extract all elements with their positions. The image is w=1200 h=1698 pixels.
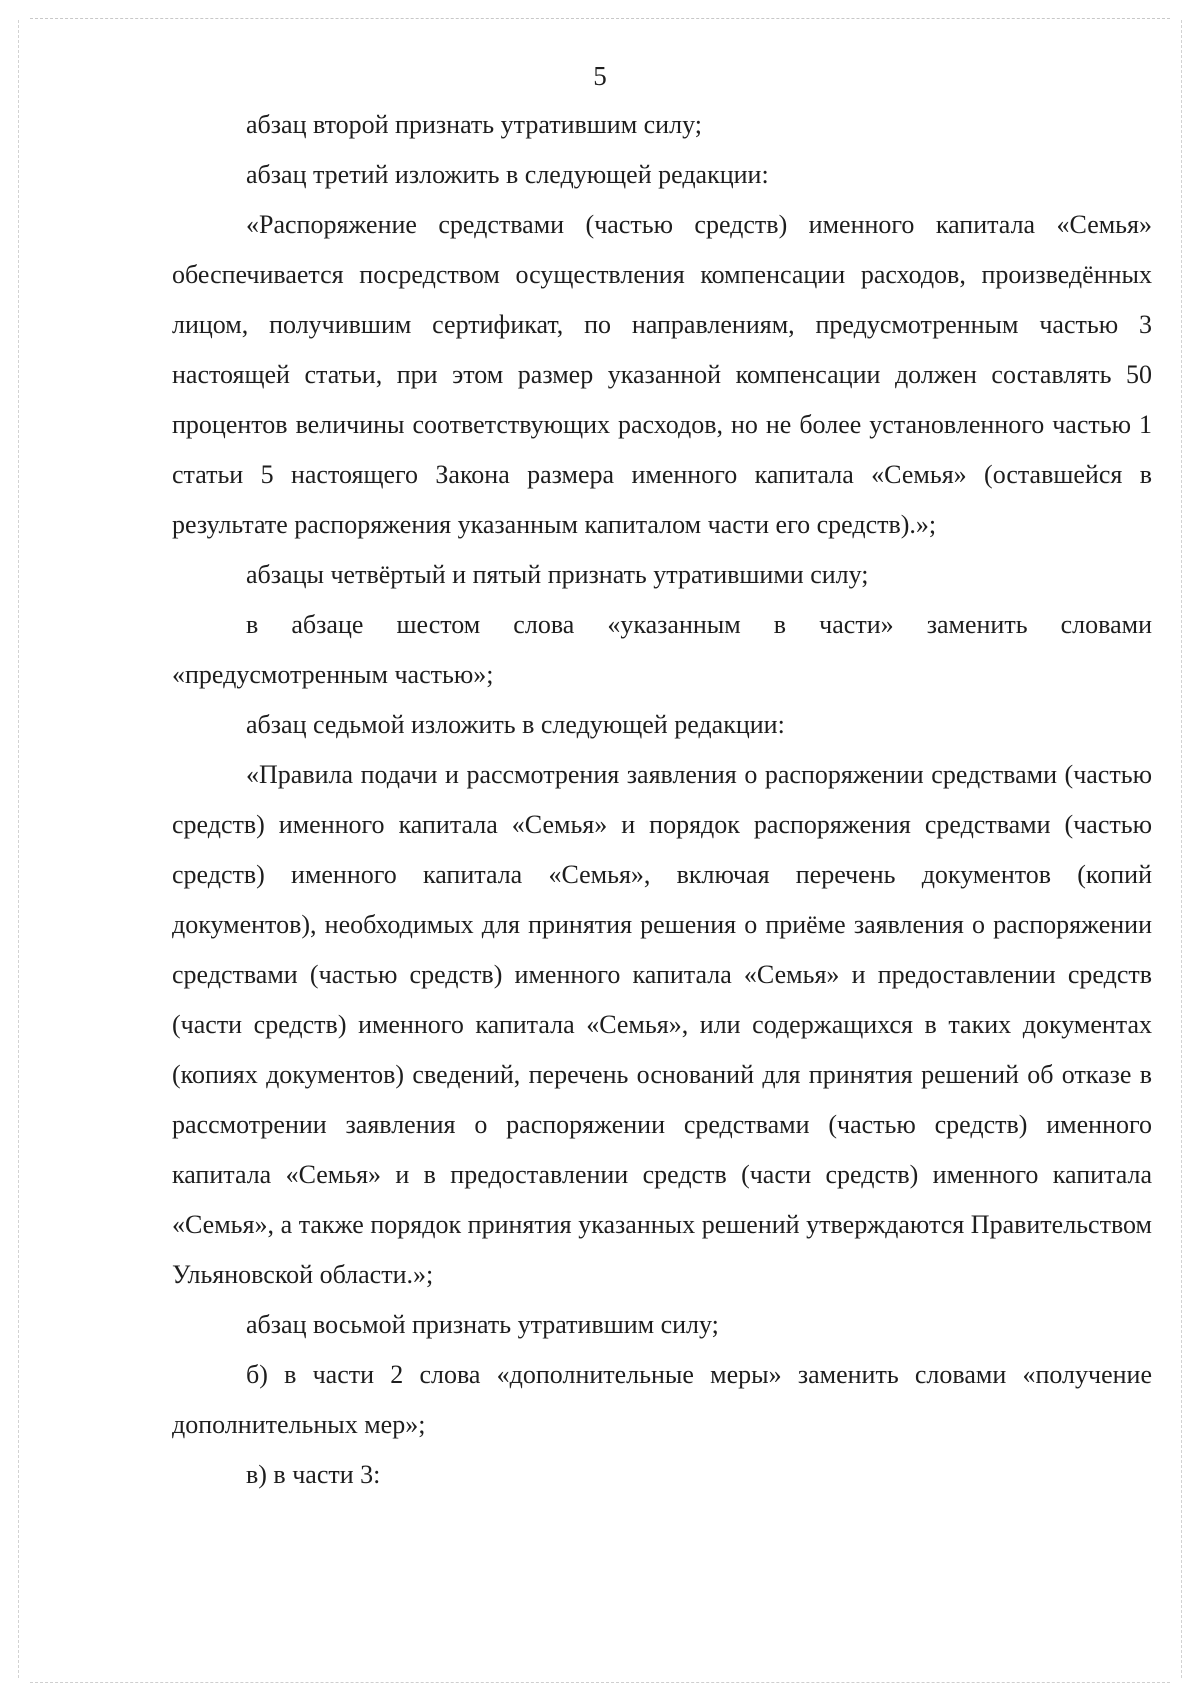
- scan-edge-bottom: [30, 1682, 1170, 1683]
- paragraph-9: б) в части 2 слова «дополнительные меры» заменить словами «получение дополнительных мер»;: [172, 1360, 1152, 1439]
- paragraph-10: в) в части 3:: [246, 1460, 381, 1489]
- paragraph-1: абзац второй признать утратившим силу;: [246, 110, 702, 139]
- scan-edge-top: [30, 18, 1170, 19]
- page-number: 5: [593, 61, 607, 91]
- paragraph-7: «Правила подачи и рассмотрения заявления о распоряжении средствами (частью средств) именного капитала «Семья» и порядок распоряжения средствами (частью средств) именного капитала «Семья», включая перечень документов (копий документов), необходимых для принятия решения о приёме заявления о распоряжении средствами (частью средств) именного капитала «Семья» и предоставлении средств (части средств) именного капитала «Семья», или содержащихся в таких документах (копиях документов) сведений, перечень оснований для принятия решений об отказе в рассмотрении заявления о распоряжении средствами (частью средств) именного капитала «Семья» и в предоставлении средств (части средств) именного капитала «Семья», а также порядок принятия указанных решений утверждаются Правительством Ульяновской области.»;: [172, 760, 1152, 1289]
- paragraph-3: «Распоряжение средствами (частью средств) именного капитала «Семья» обеспечивается посредством осуществления компенсации расходов, произведённых лицом, получившим сертификат, по направлениям, предусмотренным частью 3 настоящей статьи, при этом размер указанной компенсации должен составлять 50 процентов величины соответствующих расходов, но не более установленного частью 1 статьи 5 настоящего Закона размера именного капитала «Семья» (оставшейся в результате распоряжения указанным капиталом части его средств).»;: [172, 210, 1152, 539]
- paragraph-2: абзац третий изложить в следующей редакции:: [246, 160, 769, 189]
- paragraph-8: абзац восьмой признать утратившим силу;: [246, 1310, 719, 1339]
- paragraph-5: в абзаце шестом слова «указанным в части» заменить словами «предусмотренным частью»;: [172, 610, 1152, 689]
- paragraph-4: абзацы четвёртый и пятый признать утратившими силу;: [246, 560, 869, 589]
- document-body: [172, 100, 1152, 1500]
- scan-edge-left: [18, 20, 19, 1678]
- paragraph-6: абзац седьмой изложить в следующей редакции:: [246, 710, 785, 739]
- scan-edge-right: [1181, 20, 1182, 1678]
